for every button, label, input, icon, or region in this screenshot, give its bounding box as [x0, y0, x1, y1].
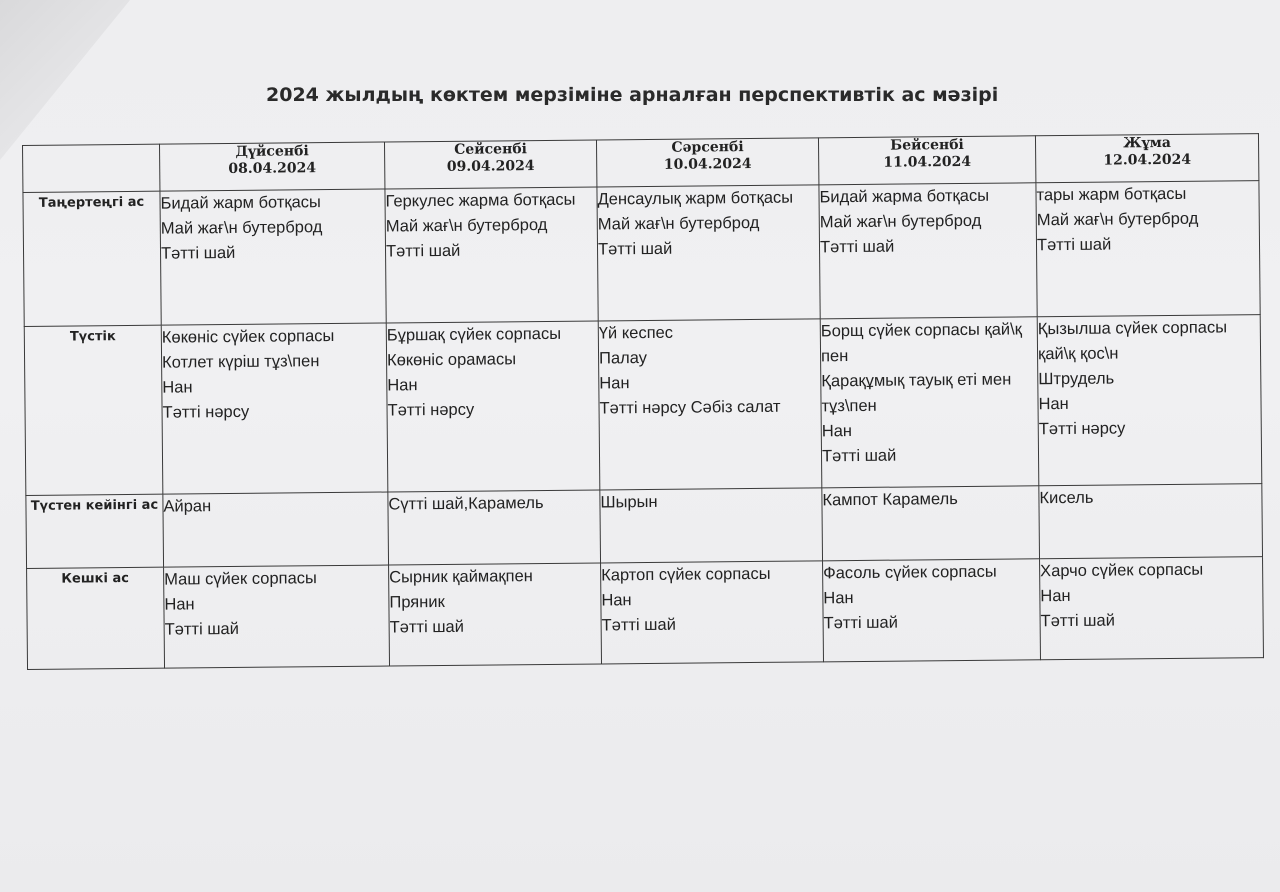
meal-label: Кешкі ас [27, 567, 165, 669]
day-header [159, 142, 384, 191]
menu-cell: Айран [163, 492, 389, 567]
meal-label: Түстік [24, 325, 163, 495]
menu-cell: Денсаулық жарм ботқасы Май жағ\н бутерброд Тәтті шай [597, 185, 820, 321]
day-name: Сәрсенбі [671, 139, 744, 156]
menu-sheet [22, 133, 1267, 720]
meal-row-snack [26, 484, 1263, 569]
menu-cell: Көкөніс сүйек сорпасы Котлет күріш тұз\пен Нан Тәтті нәрсу [161, 323, 388, 494]
menu-cell: Сырник қаймақпен Пряник Тәтті шай [389, 563, 602, 666]
day-header [1035, 134, 1258, 183]
menu-cell: Геркулес жарма ботқасы Май жағ\н бутерброд Тәтті шай [385, 187, 598, 323]
day-header [818, 136, 1035, 185]
menu-cell: тары жарм ботқасы Май жағ\н бутерброд Тәтті шай [1036, 181, 1260, 317]
document-title: 2024 жылдың көктем мерзіміне арналған перспективтік ас мәзірі [266, 84, 999, 106]
menu-cell: Сүтті шай,Карамель [388, 490, 601, 565]
menu-cell: Харчо сүйек сорпасы Нан Тәтті шай [1040, 557, 1264, 660]
day-date: 09.04.2024 [446, 158, 535, 175]
menu-cell: Борщ сүйек сорпасы қай\қ пен Қарақұмық тауық еті мен тұз\пен Нан Тәтті шай [820, 317, 1039, 488]
day-name: Дүйсенбі [235, 143, 309, 160]
day-date: 10.04.2024 [663, 155, 752, 173]
menu-table [22, 133, 1264, 670]
menu-cell: Фасоль сүйек сорпасы Нан Тәтті шай [823, 559, 1041, 662]
menu-cell: Бидай жарм ботқасы Май жағ\н бутерброд Тәтті шай [160, 189, 386, 325]
meal-row-dinner [27, 557, 1264, 670]
meal-label: Түстен кейінгі ас [26, 494, 164, 568]
menu-cell: Бидай жарма ботқасы Май жағ\н бутерброд Тәтті шай [819, 183, 1037, 319]
day-date: 11.04.2024 [883, 153, 972, 171]
meal-label: Таңертеңгі ас [23, 191, 161, 326]
menu-cell: Картоп сүйек сорпасы Нан Тәтті шай [601, 561, 824, 664]
meal-row-breakfast [23, 181, 1260, 327]
day-date: 12.04.2024 [1103, 151, 1192, 169]
menu-cell: Кисель [1039, 484, 1263, 559]
meal-row-lunch [24, 315, 1262, 496]
header-corner-cell [23, 144, 160, 192]
day-name: Сейсенбі [454, 141, 528, 158]
menu-cell: Шырын [600, 488, 823, 563]
day-name: Бейсенбі [890, 136, 964, 154]
menu-cell: Кампот Карамель [822, 486, 1040, 561]
day-date: 08.04.2024 [228, 160, 317, 178]
menu-cell: Қызылша сүйек сорпасы қай\қ қос\н Штрудель Нан Тәтті нәрсу [1037, 315, 1262, 486]
menu-cell: Маш сүйек сорпасы Нан Тәтті шай [164, 565, 390, 668]
menu-cell: Бұршақ сүйек сорпасы Көкөніс орамасы Нан Тәтті нәрсу [386, 321, 600, 492]
menu-cell: Үй кеспес Палау Нан Тәтті нәрсу Сәбіз салат [598, 319, 822, 490]
day-name: Жұма [1123, 134, 1171, 152]
day-header [596, 138, 818, 187]
day-header [384, 140, 596, 189]
